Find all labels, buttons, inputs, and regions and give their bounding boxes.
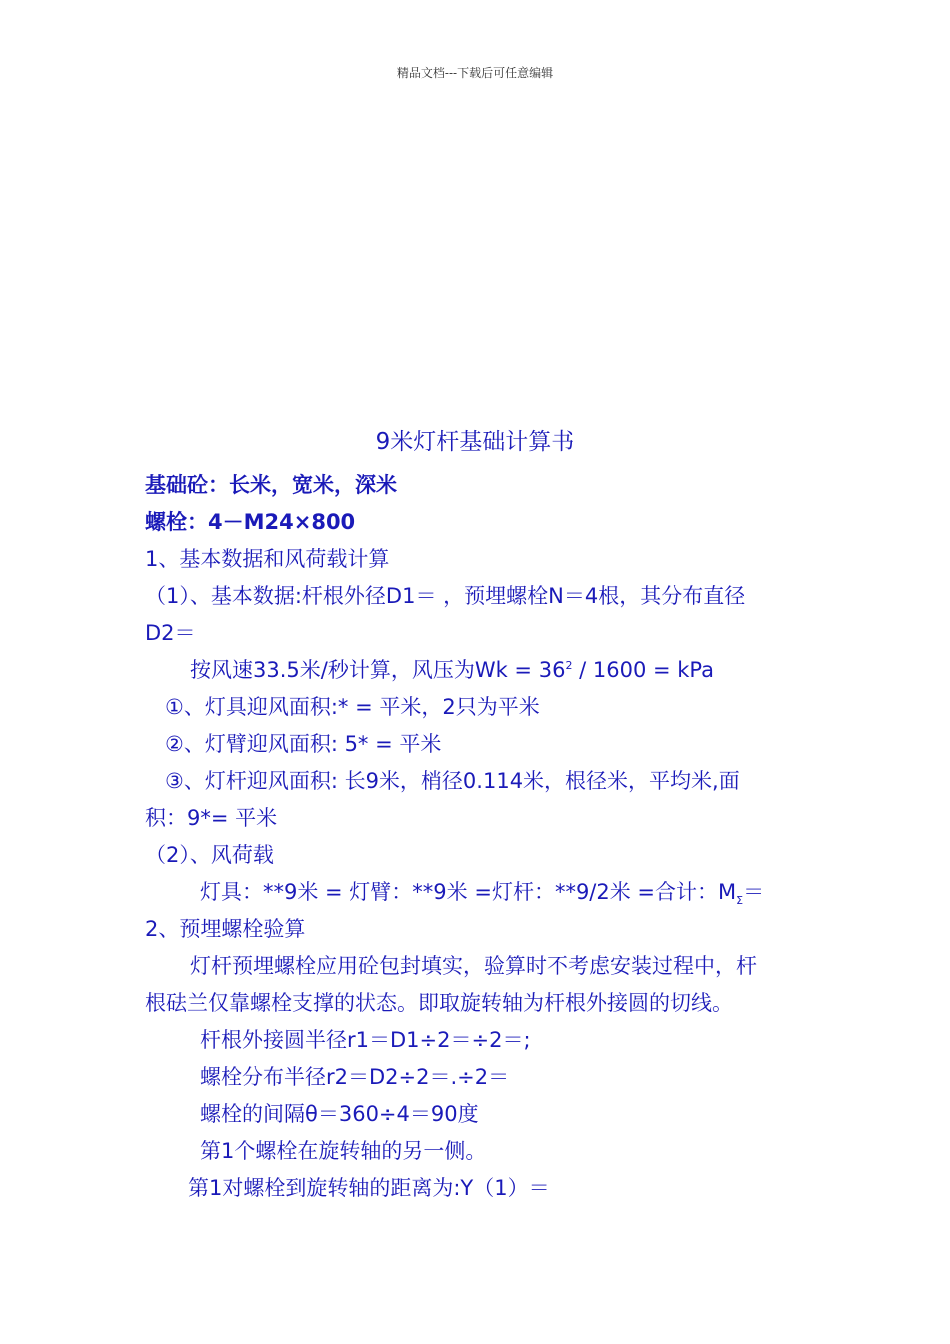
bolt-spacing-angle: 螺栓的间隔θ＝360÷4＝90度: [200, 1102, 479, 1126]
wind-load-heading: （2）、风荷载: [145, 843, 274, 867]
first-bolt-note: 第1个螺栓在旋转轴的另一侧。: [200, 1139, 487, 1163]
wind-load-equals: ＝: [743, 880, 765, 904]
document-title: 9米灯杆基础计算书: [375, 429, 575, 455]
concrete-spec: 基础砼：长米，宽米，深米: [145, 473, 397, 497]
section-2-heading: 2、预埋螺栓验算: [145, 917, 306, 941]
wind-load-line: [200, 878, 764, 906]
item-pole-area-line-2: 积：9*= 平米: [145, 806, 278, 830]
wind-pressure-exponent: 2: [565, 659, 573, 672]
paragraph-line-1: 灯杆预埋螺栓应用砼包封填实，验算时不考虑安装过程中，杆: [190, 954, 757, 978]
paragraph-line-2: 根砝兰仅靠螺栓支撑的状态。即取旋转轴为杆根外接圆的切线。: [145, 991, 733, 1015]
item-pole-area-line-1: ③、灯杆迎风面积: 长9米，梢径0.114米，根径米，平均米,面: [165, 769, 740, 793]
wind-load-text: 灯具：**9米 = 灯臂：**9米 =灯杆：**9/2米 =合计：M: [200, 880, 737, 904]
item-lamp-area: ①、灯具迎风面积:* = 平米，2只为平米: [165, 695, 540, 719]
bolt-distance-y1: 第1对螺栓到旋转轴的距离为:Y（1）＝: [188, 1176, 550, 1200]
section-1-heading: 1、基本数据和风荷载计算: [145, 547, 390, 571]
basic-data-line-1: （1）、基本数据:杆根外径D1＝ ，预埋螺栓N＝4根，其分布直径: [145, 584, 746, 608]
wind-load-sigma: Σ: [736, 894, 744, 908]
page-header: 精品文档---下载后可任意编辑: [396, 66, 554, 80]
wind-pressure-text: 按风速33.5米/秒计算，风压为Wk = 36: [190, 658, 566, 682]
wind-pressure-line: [190, 656, 714, 684]
radius-r2: 螺栓分布半径r2＝D2÷2＝.÷2＝: [200, 1065, 510, 1089]
item-arm-area: ②、灯臂迎风面积: 5* = 平米: [165, 732, 442, 756]
bolt-spec: 螺栓：4－M24×800: [145, 510, 356, 534]
radius-r1: 杆根外接圆半径r1＝D1÷2＝÷2＝;: [200, 1028, 531, 1052]
wind-pressure-result: / 1600 = kPa: [572, 658, 715, 682]
basic-data-line-2: D2＝: [145, 621, 196, 645]
